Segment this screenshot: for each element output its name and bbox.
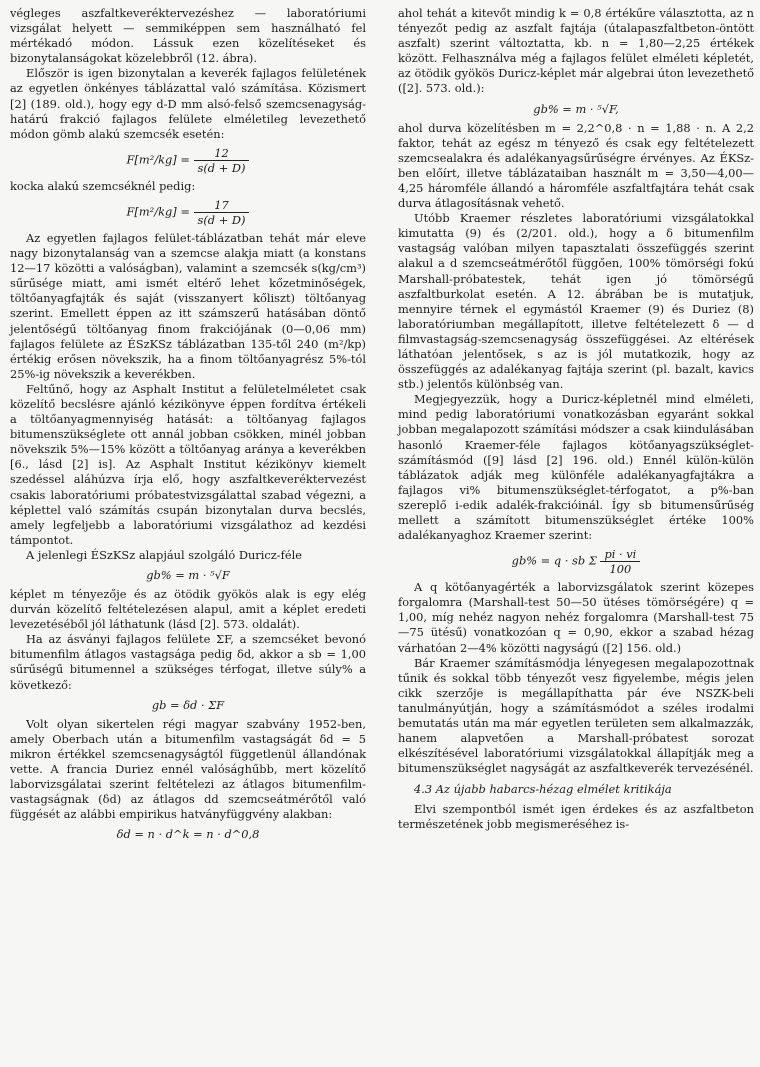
equation-power: δd = n · d^k = n · d^0,8 bbox=[116, 827, 260, 842]
paragraph: végleges aszfaltkeveréktervezéshez — laboratóriumi vizsgálat helyett — semmiképpen sem használható fel mértékadó módon. Lássuk ezen közelítéseket és bizonytalanságokat közelebbről (12. ábra). bbox=[10, 6, 366, 66]
paragraph: Elvi szempontból ismét igen érdekes és az aszfaltbeton természetének jobb megismeréséhez is- bbox=[398, 801, 754, 831]
numerator: 12 bbox=[194, 146, 250, 161]
paragraph: Volt olyan sikertelen régi magyar szabvány 1952-ben, amely Oberbach után a bitumenfilm vastagságát δd = 5 mikron értékkel szemcsenagyságtól függetlenül állandónak vette. A francia Duriez ennél valósághűbb, mert közelítő laborvizsgálatai szerint feltételezi az átlagos bitumenfilm-vastagságnak (δd) az átlagos dd szemcseátmérőtől való függését az alábbi empirikus hatványfüggvény alakban: bbox=[10, 716, 366, 822]
equation-sphere bbox=[10, 146, 366, 175]
paragraph: képlet m tényezője és az ötödik gyökös alak is egy elég durván közelítő feltételezésen alapul, amit a képlet eredeti levezetéséből jól láthatunk (lásd [2]. 573. oldalát). bbox=[10, 587, 366, 632]
equation-lhs: F[m²/kg] = bbox=[126, 204, 190, 219]
paragraph: Először is igen bizonytalan a keverék fajlagos felületének az egyetlen önkényes táblázattal való számítása. Közismert [2] (189. old.), hogy egy d-D mm alsó-felső szemcsenagyság-határú frakció fajlagos felülete elméletileg levezethető módon gömb alakú szemcsék esetén: bbox=[10, 66, 366, 141]
right-column bbox=[398, 6, 754, 832]
paragraph: Ha az ásványi fajlagos felülete ΣF, a szemcséket bevonó bitumenfilm átlagos vastagsága pedig δd, akkor a sb = 1,00 sűrűségű bitumennel a szükséges térfogat, illetve súly% a következő: bbox=[10, 632, 366, 692]
numerator: 17 bbox=[194, 198, 250, 213]
equation-lhs: gb% = q · sb Σ bbox=[511, 553, 597, 568]
equation-duricz-derived: gb% = m · ⁵√F, bbox=[533, 101, 619, 116]
paragraph: ahol durva közelítésben m = 2,2^0,8 · n = 1,88 · n. A 2,2 faktor, tehát az egész m tényező és csak egy feltételezett szemcsealakra és adalékanyagsűrűségre érvényes. Az ÉKSz-ben előírt, illetve táblázataiban használt m = 3,50—4,00—4,25 háromféle állandó a háromféle aszfaltfajtára tehát csak durva átlagosításnak vehető. bbox=[398, 120, 754, 211]
paragraph: A jelenlegi ÉSzKSz alapjául szolgáló Duricz-féle bbox=[26, 547, 302, 562]
paragraph: ahol tehát a kitevőt mindig k = 0,8 értékűre választotta, az n tényezőt pedig az aszfalt fajtája (útalapaszfaltbeton-öntött aszfalt) szerint változtatta, kb. n = 1,80—2,25 értékek között. Felhasználva még a fajlagos felület elméleti képletét, az ötödik gyökös Duricz-képlet már algebrai úton levezethető ([2]. 573. old.): bbox=[398, 6, 754, 96]
fraction bbox=[194, 146, 250, 175]
paragraph: kocka alakú szemcséknél pedig: bbox=[10, 178, 196, 193]
fraction bbox=[600, 547, 640, 576]
equation-film: gb = δd · ΣF bbox=[151, 697, 225, 712]
denominator: 100 bbox=[609, 562, 632, 577]
equation-duricz: gb% = m · ⁵√F bbox=[146, 568, 230, 582]
denominator: s(d + D) bbox=[197, 212, 246, 227]
equation-cube bbox=[10, 198, 366, 227]
paragraph: Bár Kraemer számításmódja lényegesen megalapozottnak tűnik és sokkal több tényezőt vesz figyelembe, mégis jelen cikk szerzője is megállapíthatta pár éve NSZK-beli tanulmányútján, hogy a számításmódot a széles irodalmi bemutatás után ma már egyetlen területen sem alkalmazzák, hanem alapvetően a Marshall-próbatest sorozat elkészítésével laboratóriumi vizsgálatokkal állapítják meg a bitumenszükséglet nagyságát az aszfaltkeverék tervezésénél. bbox=[398, 655, 754, 776]
left-column bbox=[10, 6, 366, 846]
equation-lhs: F[m²/kg] = bbox=[126, 152, 190, 167]
paragraph: A q kötőanyagérték a laborvizsgálatok szerint közepes forgalomra (Marshall-test 50—50 ütéses tömörségére) q = 1,00, míg nehéz nagyon nehéz forgalomra (Marshall-test 75—75 ütésű) vonatkozóan q = 0,90, ekkor a szabad hézag várhatóan 2—4% közötti nagyságú ([2] 156. old.) bbox=[398, 580, 754, 655]
equation-kraemer bbox=[398, 547, 754, 576]
paragraph: Az egyetlen fajlagos felület-táblázatban tehát már eleve nagy bizonytalanság van a szemcse alakja miatt (a konstans 12—17 közötti a valóságban), valamint a szemcsék s(kg/cm³) sűrűsége miatt, ami ismét eltérő lehet kőzetminőségek, töltőanyagfajták és saját (visszanyert kőliszt) töltőanyag szerint. Emellett éppen az itt számszerű hatásában döntő jelentőségű töltőanyag finom frakciójának (0—0,06 mm) fajlagos felülete az ÉSzKSz táblázatban 135-től 240 (m²/kp) értékig erősen növekszik, ha a finom töltőanyagrész 5%-tól 25%-ig növekszik a keverékben. bbox=[10, 230, 366, 381]
denominator: s(d + D) bbox=[197, 160, 246, 175]
numerator: pi · vi bbox=[600, 547, 640, 562]
paragraph: Megjegyezzük, hogy a Duricz-képletnél mind elméleti, mind pedig laboratóriumi vonatkozásban egyaránt sokkal jobban megalapozott számítási módszer a csak kiindulásában hasonló Kraemer-féle fajlagos kötőanyagszükséglet-számításmód ([9] lásd [2] 196. old.) Ennél külön-külön táblázatok adják meg különféle adalékanyagfajtákra a fajlagos vi% bitumenszükséglet-térfogatot, a p%-ban szereplő i-edik adalék-frakcióinál. Így sb bitumensűrűség mellett a számított bitumenszükséglet értéke 100% adalékanyaghoz Kraemer szerint: bbox=[398, 392, 754, 543]
section-heading: 4.3 Az újabb habarcs-hézag elmélet kritikája bbox=[414, 782, 672, 797]
paragraph: Utóbb Kraemer részletes laboratóriumi vizsgálatokkal kimutatta (9) és (2/201. old.), hogy a δ bitumenfilm vastagság valóban milyen tapasztalati összefüggés szerint alakul a d szemcseátmérőtől függően, 100% tömörségi fokú Marshall-próbatestek, tehát igen jó tömörségű aszfaltburkolat esetén. A 12. ábrában be is mutatjuk, mennyire térnek el egymástól Kraemer (9) és Duriez (8) laboratóriumban megállapított, illetve feltételezett δ — d filmvastagság-szemcsenagyság összefüggései. Az eltérések láthatóan jelentősek, s az is jól mutatkozik, hogy az összefüggés az adalékanyag fajtája szerint (pl. bazalt, kavics stb.) jelentős különbség van. bbox=[398, 211, 754, 392]
fraction bbox=[194, 198, 250, 227]
paragraph: Feltűnő, hogy az Asphalt Institut a felületelméletet csak közelítő becslésre ajánló kézikönyve éppen fordítva értékeli a töltőanyagmennyiség hatását: a töltőanyag fajlagos bitumenszükséglete ott annál jobban csökken, minél jobban növekszik 5%—15% között a töltőanyag aránya a keverékben [6., lásd [2] is]. Az Asphalt Institut kézikönyv kiemelt szedéssel aláhúzva írja elő, hogy aszfaltkeveréktervezést csakis laboratóriumi próbatestvizsgálattal szabad végezni, a képlettel való számítás csupán bizonytalan durva becslés, amely legfeljebb a laboratóriumi vizsgálathoz ad kezdési támpontot. bbox=[10, 381, 366, 547]
